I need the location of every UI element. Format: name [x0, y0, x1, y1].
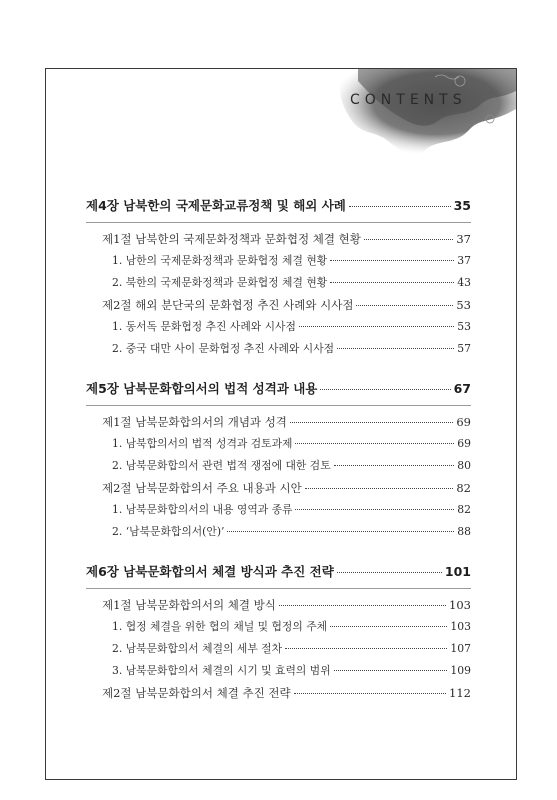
dot-leader	[334, 465, 455, 466]
entry-title: 2. ‘남북문화합의서(안)’	[112, 525, 225, 538]
chapter-title: 제6장 남북문화합의서 체결 방식과 추진 전략	[86, 564, 334, 579]
toc-entry-subsection[interactable]	[86, 458, 471, 480]
toc-entry-subsection[interactable]	[86, 319, 471, 341]
entry-title: 제2절 해외 분단국의 문화협정 추진 사례와 시사점	[102, 298, 354, 312]
entry-page: 80	[457, 459, 471, 472]
chapter-block	[86, 379, 471, 546]
entry-page: 107	[450, 642, 471, 655]
chapter-block	[86, 196, 471, 363]
entry-page: 82	[457, 503, 471, 516]
entry-page: 53	[456, 298, 471, 312]
entry-title: 3. 남북문화합의서 체결의 시기 및 효력의 범위	[112, 664, 331, 677]
dot-leader	[279, 605, 446, 606]
contents-heading: CONTENTS	[350, 92, 467, 108]
entry-page: 37	[456, 232, 471, 246]
dot-leader	[337, 572, 442, 573]
dot-leader	[364, 239, 453, 240]
chapter-divider	[86, 405, 471, 406]
entry-title: 1. 동서독 문화협정 추진 사례와 시사점	[112, 320, 296, 333]
toc-entry-section[interactable]	[86, 685, 471, 707]
dot-leader	[334, 670, 448, 671]
dot-leader	[294, 693, 446, 694]
entry-page: 37	[457, 254, 471, 267]
entry-page: 112	[449, 686, 471, 700]
dot-leader	[299, 326, 454, 327]
entry-title: 2. 남북문화합의서 관련 법적 쟁점에 대한 검토	[112, 459, 331, 472]
chapter-title: 제5장 남북문화합의서의 법적 성격과 내용	[86, 381, 318, 396]
toc-entry-subsection[interactable]	[86, 341, 471, 363]
toc-entry-section[interactable]	[86, 597, 471, 619]
entry-page: 103	[450, 620, 471, 633]
chapter-divider	[86, 588, 471, 589]
entry-page: 109	[450, 664, 471, 677]
dot-leader	[295, 509, 454, 510]
chapter-page: 67	[453, 381, 471, 396]
toc-entry-subsection[interactable]	[86, 619, 471, 641]
toc-entry-subsection[interactable]	[86, 436, 471, 458]
toc-entry-subsection[interactable]	[86, 663, 471, 685]
dot-leader	[295, 443, 454, 444]
chapter-block	[86, 562, 471, 707]
chapter-heading[interactable]	[86, 379, 471, 401]
entry-title: 제1절 남북한의 국제문화정책과 문화협정 체결 현황	[102, 232, 361, 246]
dot-leader	[285, 648, 447, 649]
toc-entry-section[interactable]	[86, 480, 471, 502]
entry-page: 103	[449, 598, 471, 612]
chapter-title: 제4장 남북한의 국제문화교류정책 및 해외 사례	[86, 198, 346, 213]
chapter-page: 35	[453, 198, 471, 213]
entry-page: 82	[456, 481, 471, 495]
entry-title: 1. 협정 체결을 위한 협의 채널 및 협정의 주체	[112, 620, 328, 633]
dot-leader	[330, 282, 454, 283]
dot-leader	[320, 389, 450, 390]
chapter-page: 101	[444, 564, 471, 579]
entry-page: 57	[457, 342, 471, 355]
dot-leader	[356, 305, 453, 306]
entry-page: 69	[457, 437, 471, 450]
toc-entry-subsection[interactable]	[86, 502, 471, 524]
entry-page: 43	[457, 276, 471, 289]
entry-title: 2. 중국 대만 사이 문화협정 추진 사례와 시사점	[112, 342, 335, 355]
dot-leader	[227, 531, 454, 532]
table-of-contents	[86, 196, 471, 723]
entry-page: 69	[456, 415, 471, 429]
entry-title: 제2절 남북문화합의서 체결 추진 전략	[102, 686, 291, 700]
toc-entry-subsection[interactable]	[86, 253, 471, 275]
entry-title: 2. 남북문화합의서 체결의 세부 절차	[112, 642, 283, 655]
dot-leader	[305, 488, 454, 489]
entry-title: 1. 남북합의서의 법적 성격과 검토과제	[112, 437, 293, 450]
toc-entry-section[interactable]	[86, 297, 471, 319]
chapter-divider	[86, 222, 471, 223]
chapter-heading[interactable]	[86, 196, 471, 218]
dot-leader	[290, 422, 453, 423]
entry-title: 제1절 남북문화합의서의 개념과 성격	[102, 415, 287, 429]
entry-title: 제1절 남북문화합의서의 체결 방식	[102, 598, 276, 612]
toc-entry-section[interactable]	[86, 231, 471, 253]
chapter-heading[interactable]	[86, 562, 471, 584]
entry-title: 2. 북한의 국제문화정책과 문화협정 체결 현황	[112, 276, 328, 289]
toc-entry-section[interactable]	[86, 414, 471, 436]
toc-entry-subsection[interactable]	[86, 524, 471, 546]
entry-title: 1. 남한의 국제문화정책과 문화협정 체결 현황	[112, 254, 328, 267]
entry-title: 1. 남북문화합의서의 내용 영역과 종류	[112, 503, 293, 516]
dot-leader	[330, 260, 454, 261]
entry-title: 제2절 남북문화합의서 주요 내용과 시안	[102, 481, 302, 495]
ink-wash-decoration	[340, 69, 516, 159]
dot-leader	[349, 206, 451, 207]
toc-entry-subsection[interactable]	[86, 275, 471, 297]
dot-leader	[330, 626, 447, 627]
entry-page: 53	[457, 320, 471, 333]
entry-page: 88	[457, 525, 471, 538]
dot-leader	[337, 348, 454, 349]
toc-entry-subsection[interactable]	[86, 641, 471, 663]
